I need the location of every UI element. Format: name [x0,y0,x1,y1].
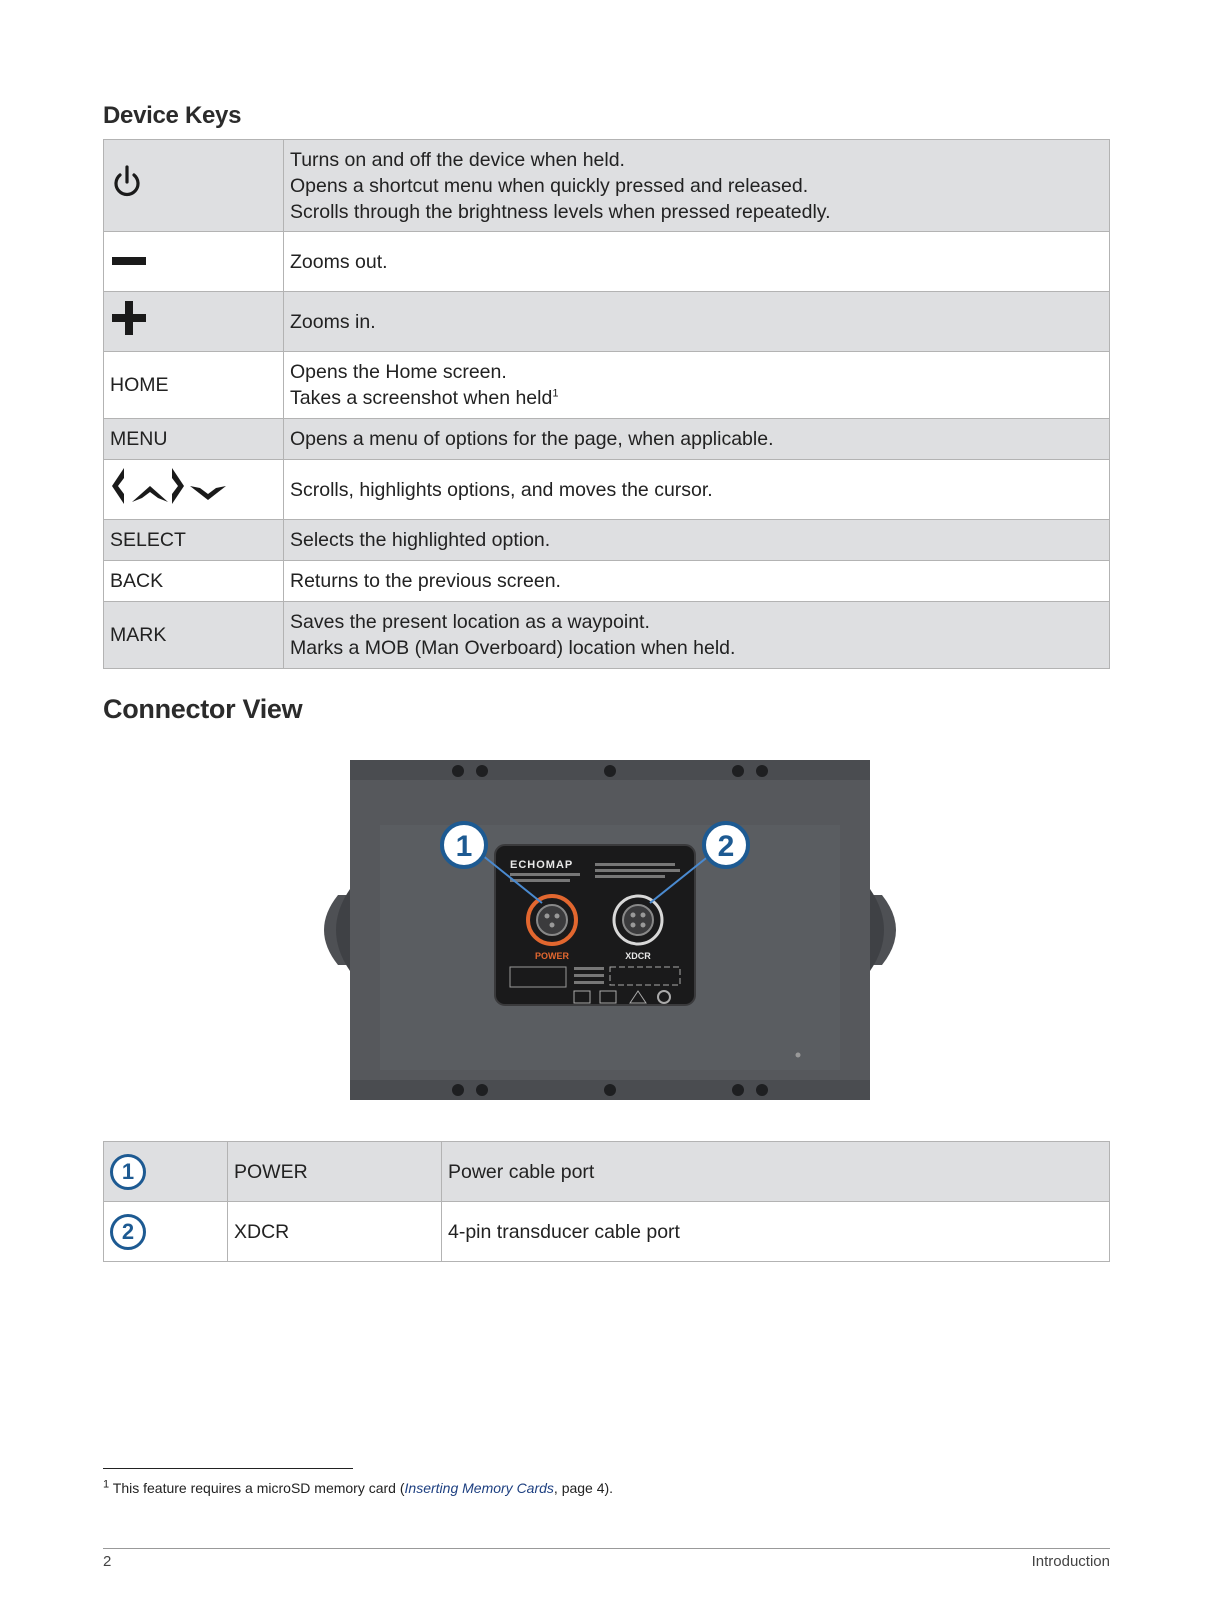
xdcr-port-label: XDCR [625,951,651,961]
table-row [104,140,1110,232]
key-description [284,352,1110,419]
description-line: Saves the present location as a waypoint. [290,611,650,633]
description-text: Takes a screenshot when held [290,387,553,409]
key-description [284,561,1110,602]
connector-name: POWER [228,1142,442,1202]
key-cell [104,602,284,669]
key-cell [104,460,284,520]
description-line: Opens a menu of options for the page, when applicable. [290,428,774,450]
table-row [104,1142,1110,1202]
description-line: Opens the Home screen. [290,361,507,383]
table-row [104,1202,1110,1262]
key-cell [104,419,284,460]
callout-1-figure: 1 [455,830,473,863]
key-description [284,520,1110,561]
table-row [104,292,1110,352]
home-key-label: HOME [110,374,169,396]
minus-icon [110,254,150,268]
description-line: Selects the highlighted option. [290,529,551,551]
device-keys-table [103,139,1110,669]
callout-2-icon: 2 [110,1214,146,1250]
description-line: Turns on and off the device when held. [290,148,625,171]
mark-key-label: MARK [110,624,167,646]
connector-table [103,1141,1110,1262]
device-keys-heading: Device Keys [103,102,242,129]
section-name: Introduction [1031,1553,1110,1570]
menu-key-label: MENU [110,428,168,450]
power-port-label: POWER [534,951,570,961]
arrow-keys-icon [110,464,226,508]
back-key-label: BACK [110,570,164,592]
footnote [103,1480,613,1496]
key-description [284,419,1110,460]
description-line: Returns to the previous screen. [290,570,561,592]
description-line: Opens a shortcut menu when quickly pressed and released. [290,174,809,197]
key-cell [104,561,284,602]
callout-cell [104,1202,228,1262]
select-key-label: SELECT [110,529,186,551]
description-line: Scrolls, highlights options, and moves the cursor. [290,478,713,501]
key-description [284,602,1110,669]
connector-description: Power cable port [442,1142,1110,1202]
table-row [104,232,1110,292]
page-number: 2 [103,1553,112,1570]
description-line [290,385,1103,411]
description-line: Marks a MOB (Man Overboard) location when held. [290,637,736,659]
table-row [104,460,1110,520]
device-brand-label: ECHOMAP [510,859,574,871]
footnote-divider [103,1468,353,1469]
footer-divider [103,1548,1110,1549]
connector-view-heading: Connector View [103,694,303,724]
table-row [104,419,1110,460]
key-cell [104,292,284,352]
device-back-illustration [310,755,910,1105]
key-description [284,460,1110,520]
footnote-reference[interactable]: 1 [552,387,559,400]
description-line: Zooms in. [290,310,376,333]
table-row [104,602,1110,669]
table-row [104,352,1110,419]
description-line: Zooms out. [290,250,388,273]
key-cell [104,232,284,292]
table-row [104,520,1110,561]
key-description [284,232,1110,292]
key-cell [104,352,284,419]
connector-name: XDCR [228,1202,442,1262]
connector-description: 4-pin transducer cable port [442,1202,1110,1262]
callout-2-figure: 2 [717,830,735,863]
footnote-text: This feature requires a microSD memory card ( [112,1480,405,1496]
footnote-link[interactable]: Inserting Memory Cards [404,1480,554,1496]
key-cell [104,520,284,561]
callout-1-icon: 1 [110,1154,146,1190]
callout-cell [104,1142,228,1202]
footnote-marker: 1 [103,1478,110,1491]
power-icon [110,162,144,202]
key-description [284,292,1110,352]
key-cell [104,140,284,232]
footnote-text-end: , page 4). [553,1480,614,1496]
description-line: Scrolls through the brightness levels when pressed repeatedly. [290,200,831,223]
table-row [104,561,1110,602]
plus-icon [110,299,150,337]
key-description [284,140,1110,232]
